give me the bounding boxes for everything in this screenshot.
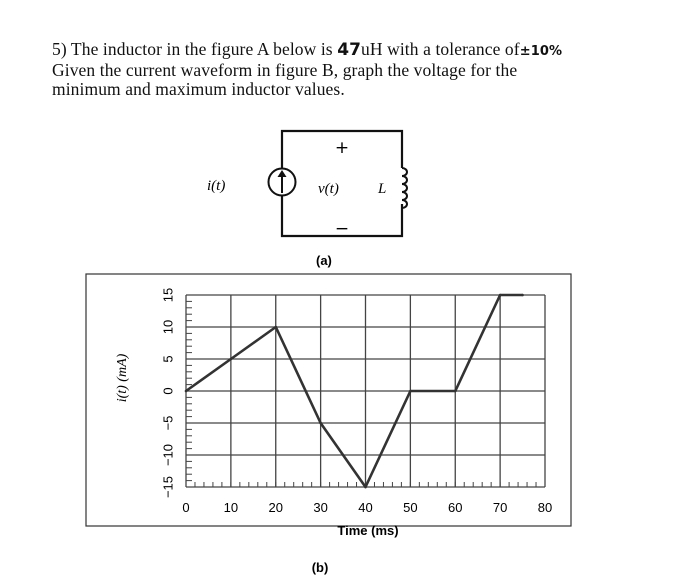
waveform-point xyxy=(364,486,367,489)
y-tick-label: 10 xyxy=(160,319,176,335)
problem-line-1-prefix: 5) The inductor in the figure A below is xyxy=(52,39,338,59)
x-tick-label: 30 xyxy=(313,500,328,515)
waveform-point xyxy=(409,390,412,393)
y-tick-label: 15 xyxy=(160,287,176,303)
inductance-value: 47 xyxy=(337,40,362,60)
x-axis-label: Time (ms) xyxy=(337,523,399,538)
voltage-label: v(t) xyxy=(318,181,339,197)
x-tick-label: 10 xyxy=(223,500,239,515)
x-tick-label: 50 xyxy=(403,500,418,515)
y-tick-label: 0 xyxy=(160,387,176,395)
chart-y-tick-labels xyxy=(161,288,176,498)
waveform-point xyxy=(185,390,188,393)
problem-line-3: minimum and maximum inductor values. xyxy=(52,79,345,99)
y-tick-label: −10 xyxy=(160,443,176,467)
source-label: i(t) xyxy=(207,178,226,194)
chart-grid xyxy=(186,295,545,487)
x-tick-label: 20 xyxy=(268,500,283,515)
waveform-point xyxy=(454,390,457,393)
x-tick-label: 0 xyxy=(182,500,190,515)
waveform-point xyxy=(521,294,524,297)
chart-frame xyxy=(86,274,571,526)
inductor-label: L xyxy=(378,181,387,197)
y-tick-label: −15 xyxy=(160,475,176,499)
tolerance-value: ±10% xyxy=(519,44,563,59)
inductor-coil-icon xyxy=(402,168,407,208)
circuit-diagram xyxy=(207,131,407,268)
waveform-point xyxy=(274,326,277,329)
circuit-caption: (a) xyxy=(316,253,332,268)
chart-caption: (b) xyxy=(311,560,329,575)
y-axis-label: i(t) (mA) xyxy=(115,353,130,403)
y-tick-label: −5 xyxy=(160,415,176,431)
waveform-point xyxy=(230,358,233,361)
x-tick-label: 70 xyxy=(492,500,508,515)
waveform-point xyxy=(499,294,502,297)
x-tick-label: 40 xyxy=(358,500,373,515)
problem-line-1-middle: uH with a tolerance of xyxy=(361,39,520,59)
x-tick-label: 60 xyxy=(448,500,463,515)
y-tick-label: 5 xyxy=(160,355,176,363)
chart-x-tick-labels xyxy=(182,500,552,515)
x-tick-label: 80 xyxy=(537,500,553,515)
minus-sign: − xyxy=(334,219,350,239)
plus-sign: + xyxy=(334,138,350,158)
waveform-point xyxy=(319,422,322,425)
problem-line-2: Given the current waveform in figure B, graph the voltage for the xyxy=(52,60,518,80)
current-arrow-head xyxy=(278,170,287,177)
